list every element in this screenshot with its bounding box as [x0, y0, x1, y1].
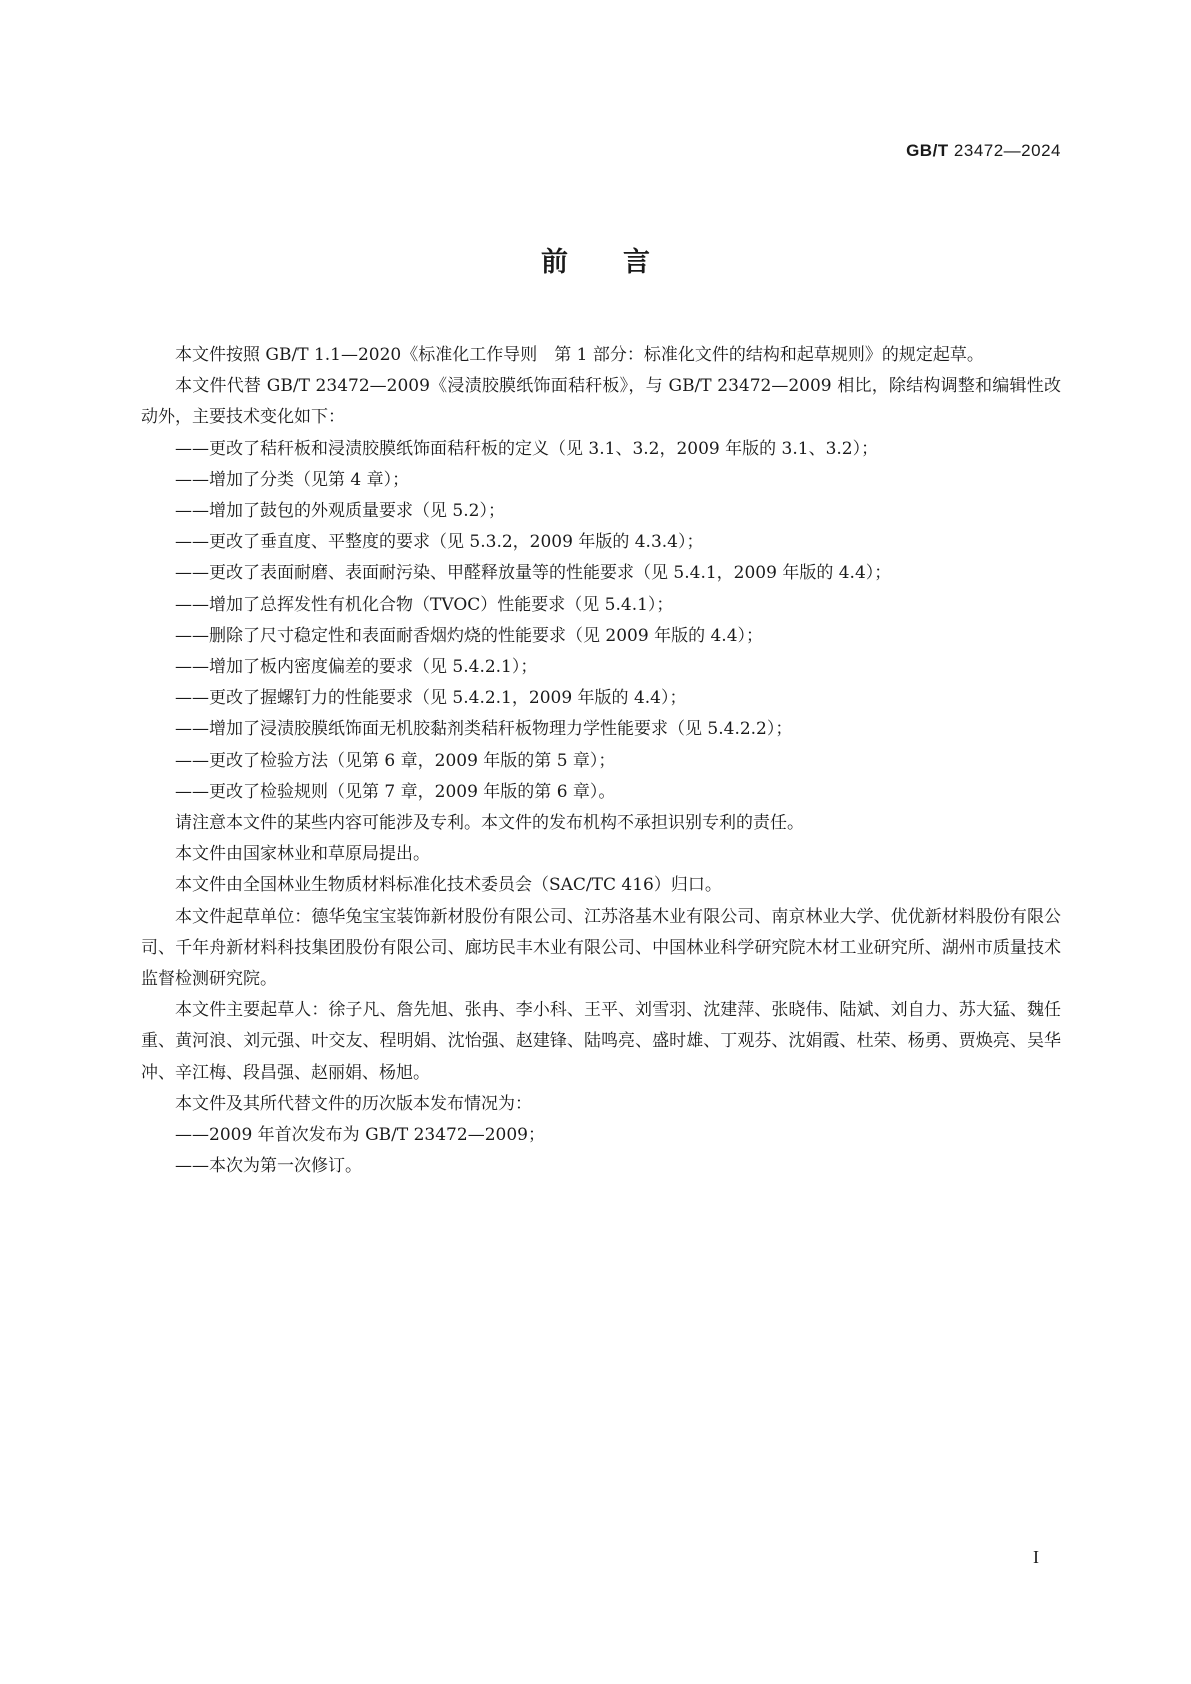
paragraph: 本文件起草单位：德华兔宝宝装饰新材股份有限公司、江苏洛基木业有限公司、南京林业大学、优优新材料股份有限公司、千年舟新材料科技集团股份有限公司、廊坊民丰木业有限公司、中国林业科学研究院木材工业研究所、湖州市质量技术监督检测研究院。: [141, 906, 1061, 990]
list-item: ——更改了检验规则（见第 7 章，2009 年版的第 6 章）。: [175, 781, 616, 802]
paragraph: 本文件代替 GB/T 23472—2009《浸渍胶膜纸饰面秸秆板》，与 GB/T 23472—2009 相比，除结构调整和编辑性改动外，主要技术变化如下：: [141, 376, 1061, 428]
list-item: ——2009 年首次发布为 GB/T 23472—2009；: [175, 1125, 545, 1146]
list-item: ——增加了鼓包的外观质量要求（见 5.2）；: [175, 501, 505, 522]
list-item: ——增加了板内密度偏差的要求（见 5.4.2.1）；: [175, 657, 538, 678]
list-item: ——更改了秸秆板和浸渍胶膜纸饰面秸秆板的定义（见 3.1、3.2，2009 年版的 3.1、3.2）；: [175, 438, 879, 459]
foreword-body: [141, 340, 1061, 1182]
paragraph: 本文件由全国林业生物质材料标准化技术委员会（SAC/TC 416）归口。: [175, 875, 722, 896]
paragraph: 本文件按照 GB/T 1.1—2020《标准化工作导则 第 1 部分：标准化文件的结构和起草规则》的规定起草。: [175, 345, 984, 365]
standard-prefix: GB/T: [906, 141, 949, 160]
list-item: ——更改了垂直度、平整度的要求（见 5.3.2，2009 年版的 4.3.4）；: [175, 532, 704, 553]
page-title: 前言: [541, 247, 705, 278]
page-number: I: [1033, 1547, 1039, 1567]
list-item: ——增加了总挥发性有机化合物（TVOC）性能要求（见 5.4.1）；: [175, 594, 674, 615]
list-item: ——更改了检验方法（见第 6 章，2009 年版的第 5 章）；: [175, 750, 616, 771]
list-item: ——增加了浸渍胶膜纸饰面无机胶黏剂类秸秆板物理力学性能要求（见 5.4.2.2）；: [175, 719, 793, 740]
paragraph: 本文件主要起草人：徐子凡、詹先旭、张冉、李小科、王平、刘雪羽、沈建萍、张晓伟、陆斌、刘自力、苏大猛、魏任重、黄河浪、刘元强、叶交友、程明娟、沈怡强、赵建锋、陆鸣亮、盛时雄、丁观芬、沈娟霞、杜荣、杨勇、贾焕亮、吴华冲、辛江梅、段昌强、赵丽娟、杨旭。: [141, 1000, 1061, 1083]
list-item: ——删除了尺寸稳定性和表面耐香烟灼烧的性能要求（见 2009 年版的 4.4）；: [175, 625, 764, 646]
standard-code: 23472—2024: [953, 141, 1061, 160]
paragraph: 本文件由国家林业和草原局提出。: [175, 844, 430, 865]
paragraph: 本文件及其所代替文件的历次版本发布情况为：: [175, 1093, 532, 1114]
list-item: ——更改了表面耐磨、表面耐污染、甲醛释放量等的性能要求（见 5.4.1，2009 年版的 4.4）；: [175, 563, 892, 584]
list-item: ——本次为第一次修订。: [175, 1156, 362, 1177]
list-item: ——增加了分类（见第 4 章）；: [175, 469, 410, 490]
standard-number: [906, 141, 1061, 161]
list-item: ——更改了握螺钉力的性能要求（见 5.4.2.1，2009 年版的 4.4）；: [175, 688, 687, 709]
paragraph: 请注意本文件的某些内容可能涉及专利。本文件的发布机构不承担识别专利的责任。: [175, 813, 804, 834]
